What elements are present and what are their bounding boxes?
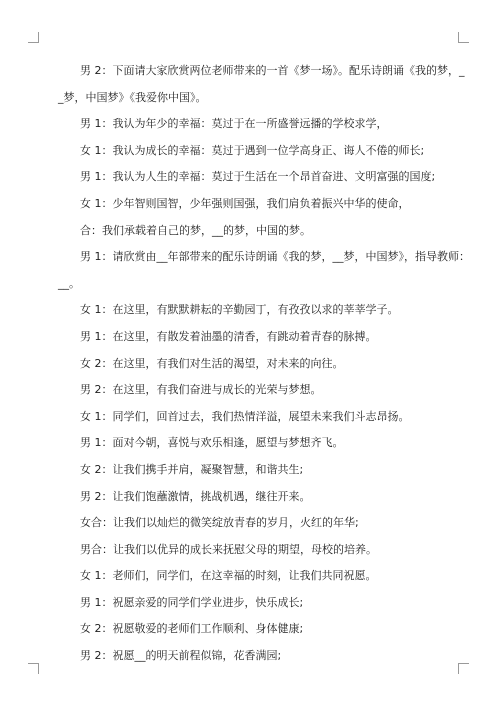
text-line: 女 1：在这里，有默默耕耘的辛勤园丁，有孜孜以求的莘莘学子。 [80, 303, 399, 317]
crop-mark-top-left [28, 32, 39, 43]
text-line: 女 1：我认为成长的幸福：莫过于遇到一位学高身正、诲人不倦的师长; [80, 143, 425, 157]
crop-mark-bottom-left [28, 663, 39, 674]
text-line: 女 2：在这里，有我们对生活的渴望，对未来的向往。 [80, 356, 344, 370]
text-line: 男 1：我认为年少的幸福：莫过于在一所盛誉远播的学校求学， [80, 117, 388, 131]
text-line: 男 1：祝愿亲爱的同学们学业进步，快乐成长; [80, 595, 304, 609]
text-line: 合：我们承载着自己的梦，__的梦，中国的梦。 [80, 223, 311, 237]
crop-mark-top-right [458, 32, 469, 43]
text-line: 女 1：同学们，回首过去，我们热情洋溢，展望未来我们斗志昂扬。 [80, 409, 410, 423]
text-line: 男 2：下面请大家欣赏两位老师带来的一首《梦一场》。配乐诗朗诵《我的梦，_ [80, 64, 465, 77]
text-line: 男 2：祝愿__的明天前程似锦，花香满园; [80, 649, 282, 663]
text-line: 女 1：老师们，同学们，在这幸福的时刻，让我们共同祝愿。 [80, 569, 377, 583]
text-line: 男 1：请欣赏由__年部带来的配乐诗朗诵《我的梦，__梦，中国梦》，指导教师： [80, 250, 470, 264]
text-line: 女合：让我们以灿烂的微笑绽放青春的岁月，火红的年华; [80, 516, 359, 530]
text-line: 男 2：在这里，有我们奋进与成长的光荣与梦想。 [80, 383, 322, 397]
text-line: 男 1：面对今朝，喜悦与欢乐相逢，愿望与梦想齐飞。 [80, 436, 344, 450]
text-line: 男 1：我认为人生的幸福：莫过于生活在一个昂首奋进、文明富强的国度; [80, 170, 436, 184]
text-line: 男 2：让我们饱蘸激情，挑战机遇，继往开来。 [80, 489, 311, 503]
text-line: 男合：让我们以优异的成长来抚慰父母的期望，母校的培养。 [80, 542, 377, 556]
text-line: _梦，中国梦》《我爱你中国》。 [58, 90, 207, 104]
text-line: 男 1：在这里，有散发着油墨的清香，有跳动着青春的脉搏。 [80, 329, 377, 343]
text-line: 女 2：祝愿敬爱的老师们工作顺利、身体健康; [80, 622, 304, 636]
text-line: 女 1：少年智则国智，少年强则国强，我们肩负着振兴中华的使命， [80, 196, 410, 210]
text-line: __。 [58, 276, 80, 290]
text-line: 女 2：让我们携手并肩，凝聚智慧，和谐共生; [80, 462, 304, 476]
document-body [58, 64, 468, 676]
